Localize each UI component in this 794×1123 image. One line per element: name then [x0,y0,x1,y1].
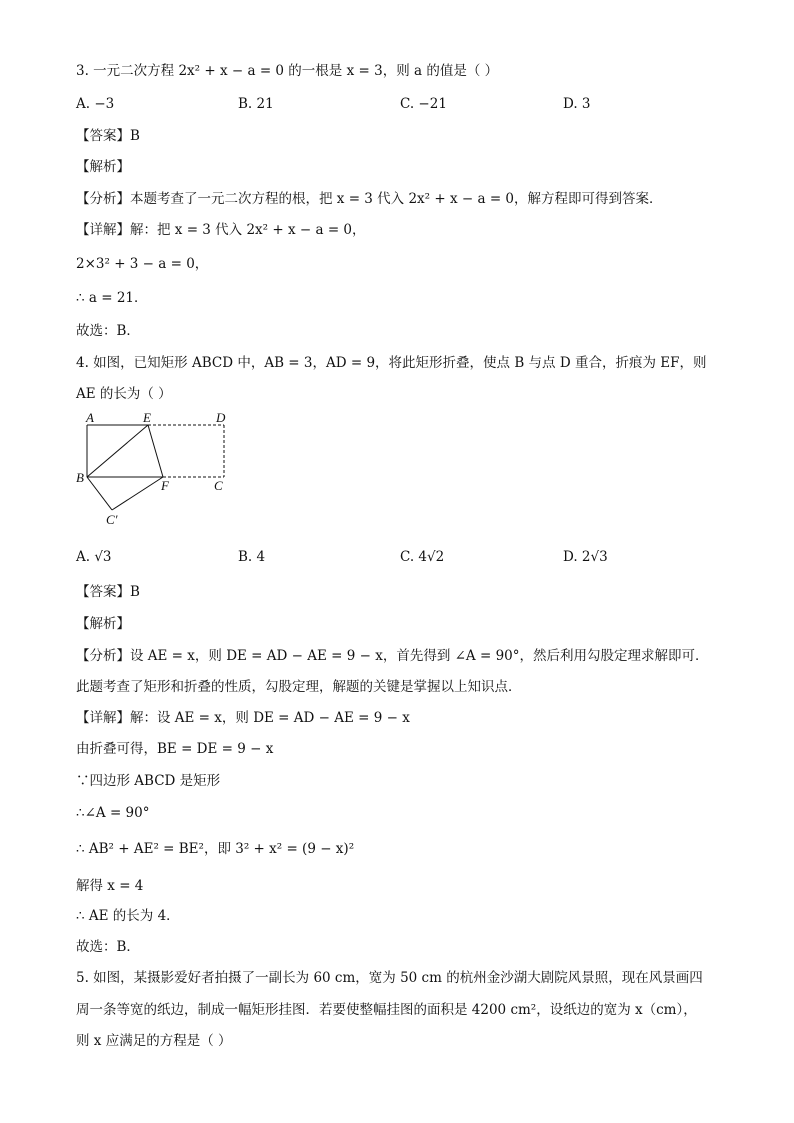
label-d: D [216,412,226,425]
q4-stem-line1: 4. 如图，已知矩形 ABCD 中，AB = 3，AD = 9，将此矩形折叠，使点 B 与点 D 重合，折痕为 EF，则 [76,355,707,371]
q4-step2: ∵四边形 ABCD 是矩形 [76,773,221,789]
label-a: A [86,412,94,425]
q3-choose: 故选：B． [76,323,140,339]
q5-stem-line2: 周一条等宽的纸边，制成一幅矩形挂图．若要使整幅挂图的面积是 4200 cm²，设纸边的宽为 x（cm）， [76,1002,697,1018]
label-c-prime: C′ [106,512,118,527]
q3-step2: ∴ a = 21． [76,290,148,306]
q3-option-b: B. 21 [238,96,274,112]
q4-answer: 【答案】B [76,584,140,600]
q4-analysis-title: 【解析】 [76,616,130,632]
segment-ef-crease [148,425,163,477]
q4-stem-line2: AE 的长为（ ） [76,386,172,402]
label-b: B [76,470,84,485]
label-e: E [143,412,151,425]
label-c: C [214,478,223,493]
q4-option-c: C. 4√2 [400,549,445,565]
q4-analysis-line2: 此题考查了矩形和折叠的性质，勾股定理，解题的关键是掌握以上知识点． [76,679,522,695]
q5-stem-line3: 则 x 应满足的方程是（ ） [76,1033,232,1049]
q3-option-a: A. −3 [76,96,115,112]
q4-option-d: D. 2√3 [563,549,608,565]
q4-step6: ∴ AE 的长为 4． [76,908,180,924]
q3-detail: 【详解】解：把 x = 3 代入 2x² + x − a = 0， [76,222,366,238]
segment-be [87,425,148,477]
q3-analysis-title: 【解析】 [76,159,130,175]
q3-option-d: D. 3 [563,96,591,112]
q4-detail: 【详解】解：设 AE = x，则 DE = AD − AE = 9 − x [76,710,410,726]
q4-option-b: B. 4 [238,549,266,565]
q4-step5: 解得 x = 4 [76,878,144,894]
q4-step3: ∴∠A = 90° [76,805,150,821]
q3-stem: 3. 一元二次方程 2x² + x − a = 0 的一根是 x = 3，则 a 的值是（ ） [76,63,499,79]
q5-stem-line1: 5. 如图，某摄影爱好者拍摄了一副长为 60 cm，宽为 50 cm 的杭州金沙湖大剧院风景照，现在风景画四 [76,970,703,986]
label-f: F [161,478,169,493]
segment-c-prime-f [112,477,163,510]
q4-step4: ∴ AB² + AE² = BE²，即 3² + x² = (9 − x)² [76,841,355,857]
q3-answer: 【答案】B [76,128,140,144]
q3-step1: 2×3² + 3 − a = 0， [76,256,209,272]
segment-bc-prime [87,477,112,510]
q4-option-a: A. √3 [76,549,112,565]
q3-option-c: C. −21 [400,96,447,112]
q3-analysis: 【分析】本题考查了一元二次方程的根，把 x = 3 代入 2x² + x − a = 0，解方程即可得到答案． [76,191,663,207]
q4-step1: 由折叠可得，BE = DE = 9 − x [76,741,274,757]
q4-rectangle-fold-figure [70,412,240,532]
q4-analysis-line1: 【分析】设 AE = x，则 DE = AD − AE = 9 − x，首先得到 ∠A = 90°，然后利用勾股定理求解即可． [76,648,709,664]
q4-choose: 故选：B． [76,939,140,955]
